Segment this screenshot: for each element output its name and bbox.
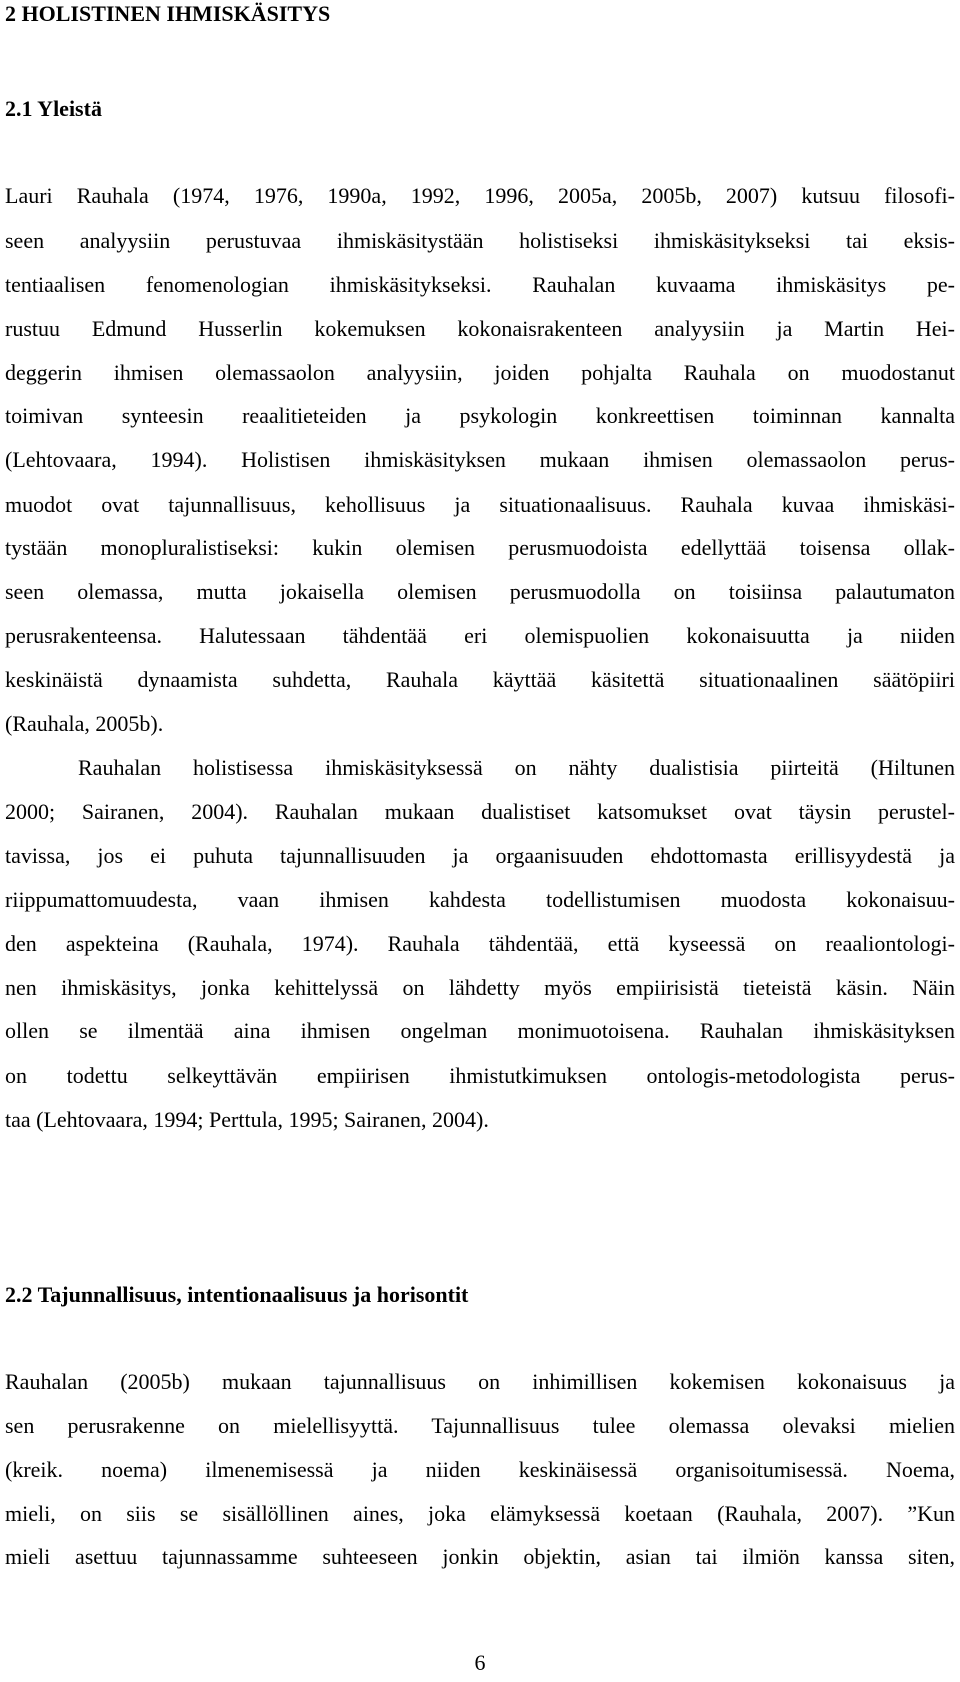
text-line: tavissa, jos ei puhuta tajunnallisuuden ja orgaanisuuden ehdottomasta erillisyydestä ja [5,843,955,868]
text-line: muodot ovat tajunnallisuus, kehollisuus ja situationaalisuus. Rauhala kuvaa ihmiskäsi- [5,492,955,517]
text-line: Rauhalan holistisessa ihmiskäsityksessä on nähty dualistisia piirteitä (Hiltunen [78,755,955,780]
page-number: 6 [474,1650,486,1675]
text-line: (Lehtovaara, 1994). Holistisen ihmiskäsityksen mukaan ihmisen olemassaolon perus- [5,447,955,472]
text-line: Rauhalan (2005b) mukaan tajunnallisuus on inhimillisen kokemisen kokonaisuus ja [5,1369,955,1394]
text-line: keskinäistä dynaamista suhdetta, Rauhala käyttää käsitettä situationaalinen säätöpiiri [5,667,955,692]
text-line: riippumattomuudesta, vaan ihmisen kahdesta todellistumisen muodosta kokonaisuu- [5,887,955,912]
text-line: seen olemassa, mutta jokaisella olemisen perusmuodolla on toisiinsa palautumaton [5,579,955,604]
text-line: nen ihmiskäsitys, jonka kehittelyssä on lähdetty myös empiirisistä tieteistä käsin. Näin [5,975,955,1000]
section-heading-yleista: 2.1 Yleistä [5,96,102,121]
text-line: (Rauhala, 2005b). [5,711,164,736]
text-line: perusrakenteensa. Halutessaan tähdentää eri olemispuolien kokonaisuutta ja niiden [5,623,955,648]
text-line: on todettu selkeyttävän empiirisen ihmistutkimuksen ontologis-metodologista perus- [5,1063,955,1088]
text-line: 2000; Sairanen, 2004). Rauhalan mukaan dualistiset katsomukset ovat täysin perustel- [5,799,955,824]
text-line: mieli asettuu tajunnassamme suhteeseen jonkin objektin, asian tai ilmiön kanssa siten, [5,1544,955,1569]
text-line: den aspekteina (Rauhala, 1974). Rauhala tähdentää, että kyseessä on reaaliontologi- [5,931,955,956]
text-line: mieli, on siis se sisällöllinen aines, joka elämyksessä koetaan (Rauhala, 2007). ”Kun [5,1501,955,1526]
text-line: taa (Lehtovaara, 1994; Perttula, 1995; Sairanen, 2004). [5,1107,489,1132]
text-line: Lauri Rauhala (1974, 1976, 1990a, 1992, 1996, 2005a, 2005b, 2007) kutsuu filosofi- [5,183,955,208]
text-line: (kreik. noema) ilmenemisessä ja niiden keskinäisessä organisoitumisessä. Noema, [5,1457,955,1482]
text-line: seen analyysiin perustuvaa ihmiskäsitystään holistiseksi ihmiskäsitykseksi tai eksis- [5,228,955,253]
chapter-heading: 2 HOLISTINEN IHMISKÄSITYS [5,1,331,26]
text-line: deggerin ihmisen olemassaolon analyysiin, joiden pohjalta Rauhala on muodostanut [5,360,955,385]
text-line: ollen se ilmentää aina ihmisen ongelman monimuotoisena. Rauhalan ihmiskäsityksen [5,1018,955,1043]
text-line: tentiaalisen fenomenologian ihmiskäsitykseksi. Rauhalan kuvaama ihmiskäsitys pe- [5,272,955,297]
text-line: sen perusrakenne on mielellisyyttä. Tajunnallisuus tulee olemassa olevaksi mielien [5,1413,955,1438]
text-line: tystään monopluralistiseksi: kukin olemisen perusmuodoista edellyttää toisensa ollak- [5,535,955,560]
text-line: toimivan synteesin reaalitieteiden ja psykologin konkreettisen toiminnan kannalta [5,403,955,428]
text-line: rustuu Edmund Husserlin kokemuksen kokonaisrakenteen analyysiin ja Martin Hei- [5,316,955,341]
section-heading-tajunnallisuus: 2.2 Tajunnallisuus, intentionaalisuus ja horisontit [5,1282,469,1307]
